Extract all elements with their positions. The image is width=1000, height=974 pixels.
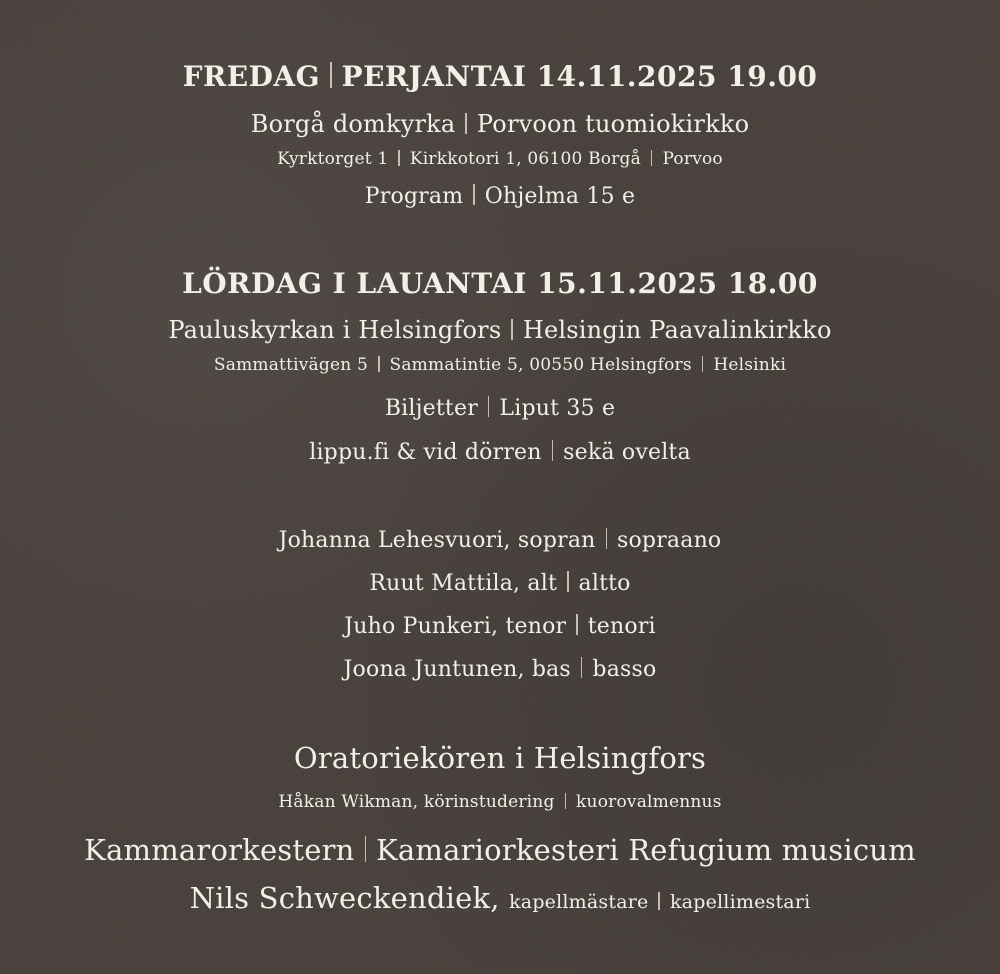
divider bbox=[378, 356, 380, 372]
soloist-line bbox=[0, 614, 1000, 638]
saturday-city-fi: Helsinki bbox=[713, 355, 787, 375]
divider bbox=[511, 319, 513, 340]
conductor-role-fi: kapellimestari bbox=[669, 891, 811, 913]
divider bbox=[565, 793, 567, 809]
divider bbox=[606, 528, 608, 549]
saturday-venue-line bbox=[0, 318, 1000, 342]
divider bbox=[567, 571, 569, 592]
divider bbox=[488, 396, 490, 417]
saturday-venue-fi: Helsingin Paavalinkirkko bbox=[522, 316, 832, 344]
divider bbox=[398, 150, 400, 166]
divider bbox=[702, 356, 704, 372]
choir-trainer-fi: kuorovalmennus bbox=[576, 792, 722, 812]
soloist-line bbox=[0, 528, 1000, 552]
friday-address-sv: Kyrktorget 1 bbox=[277, 149, 389, 169]
friday-address-line bbox=[0, 150, 1000, 168]
soloist-role-fi: sopraano bbox=[617, 528, 722, 553]
saturday-tickets-fi: Liput 35 e bbox=[499, 396, 616, 421]
divider bbox=[465, 113, 467, 134]
saturday-sales-fi: sekä ovelta bbox=[563, 440, 691, 465]
friday-date-line bbox=[0, 62, 1000, 91]
orchestra-name-sv: Kammarorkestern bbox=[84, 833, 355, 867]
soloist-name: Joona Juntunen, bas bbox=[343, 657, 571, 682]
choir-name-line bbox=[0, 741, 1000, 775]
soloist-name: Ruut Mattila, alt bbox=[369, 571, 558, 596]
soloist-line bbox=[0, 657, 1000, 681]
saturday-venue-sv: Pauluskyrkan i Helsingfors bbox=[168, 316, 502, 344]
soloist-name: Juho Punkeri, tenor bbox=[344, 614, 567, 639]
saturday-tickets-line bbox=[0, 396, 1000, 420]
soloist-role-fi: tenori bbox=[587, 614, 656, 639]
divider bbox=[473, 184, 475, 205]
divider bbox=[658, 892, 660, 910]
divider bbox=[651, 150, 653, 166]
orchestra-name-fi: Kamariorkesteri Refugium musicum bbox=[376, 833, 916, 867]
friday-program-sv: Program bbox=[364, 184, 464, 209]
divider bbox=[330, 62, 332, 88]
friday-program-fi: Ohjelma 15 e bbox=[484, 184, 636, 209]
choir-name: Oratoriekören i Helsingfors bbox=[293, 741, 707, 775]
soloist-line bbox=[0, 571, 1000, 595]
friday-city-fi: Porvoo bbox=[662, 149, 723, 169]
friday-venue-sv: Borgå domkyrka bbox=[250, 110, 456, 138]
saturday-tickets-sv: Biljetter bbox=[384, 396, 478, 421]
divider bbox=[365, 836, 367, 862]
saturday-sales-sv: lippu.fi & vid dörren bbox=[309, 440, 542, 465]
saturday-date-line bbox=[0, 267, 1000, 300]
friday-venue-line bbox=[0, 112, 1000, 136]
saturday-address-line bbox=[0, 356, 1000, 374]
friday-day-sv: FREDAG bbox=[182, 60, 321, 93]
friday-venue-fi: Porvoon tuomiokirkko bbox=[476, 110, 750, 138]
divider bbox=[581, 657, 583, 678]
divider bbox=[576, 614, 578, 635]
divider bbox=[552, 440, 554, 461]
saturday-date: LÖRDAG I LAUANTAI 15.11.2025 18.00 bbox=[182, 267, 818, 300]
friday-address-fi: Kirkkotori 1, 06100 Borgå bbox=[409, 149, 641, 169]
saturday-address-fi: Sammatintie 5, 00550 Helsingfors bbox=[389, 355, 692, 375]
conductor-name: Nils Schweckendiek, bbox=[189, 881, 500, 915]
choir-trainer-line bbox=[0, 793, 1000, 811]
conductor-line bbox=[0, 881, 1000, 915]
orchestra-line bbox=[0, 833, 1000, 867]
conductor-role-sv: kapellmästare bbox=[509, 891, 649, 913]
soloist-role-fi: altto bbox=[578, 571, 631, 596]
saturday-address-sv: Sammattivägen 5 bbox=[213, 355, 368, 375]
saturday-sales-line bbox=[0, 440, 1000, 464]
choir-trainer-sv: Håkan Wikman, körinstudering bbox=[278, 792, 555, 812]
soloist-role-fi: basso bbox=[592, 657, 657, 682]
friday-program-line bbox=[0, 184, 1000, 208]
soloist-name: Johanna Lehesvuori, sopran bbox=[278, 528, 596, 553]
friday-day-fi: PERJANTAI 14.11.2025 19.00 bbox=[341, 60, 818, 93]
